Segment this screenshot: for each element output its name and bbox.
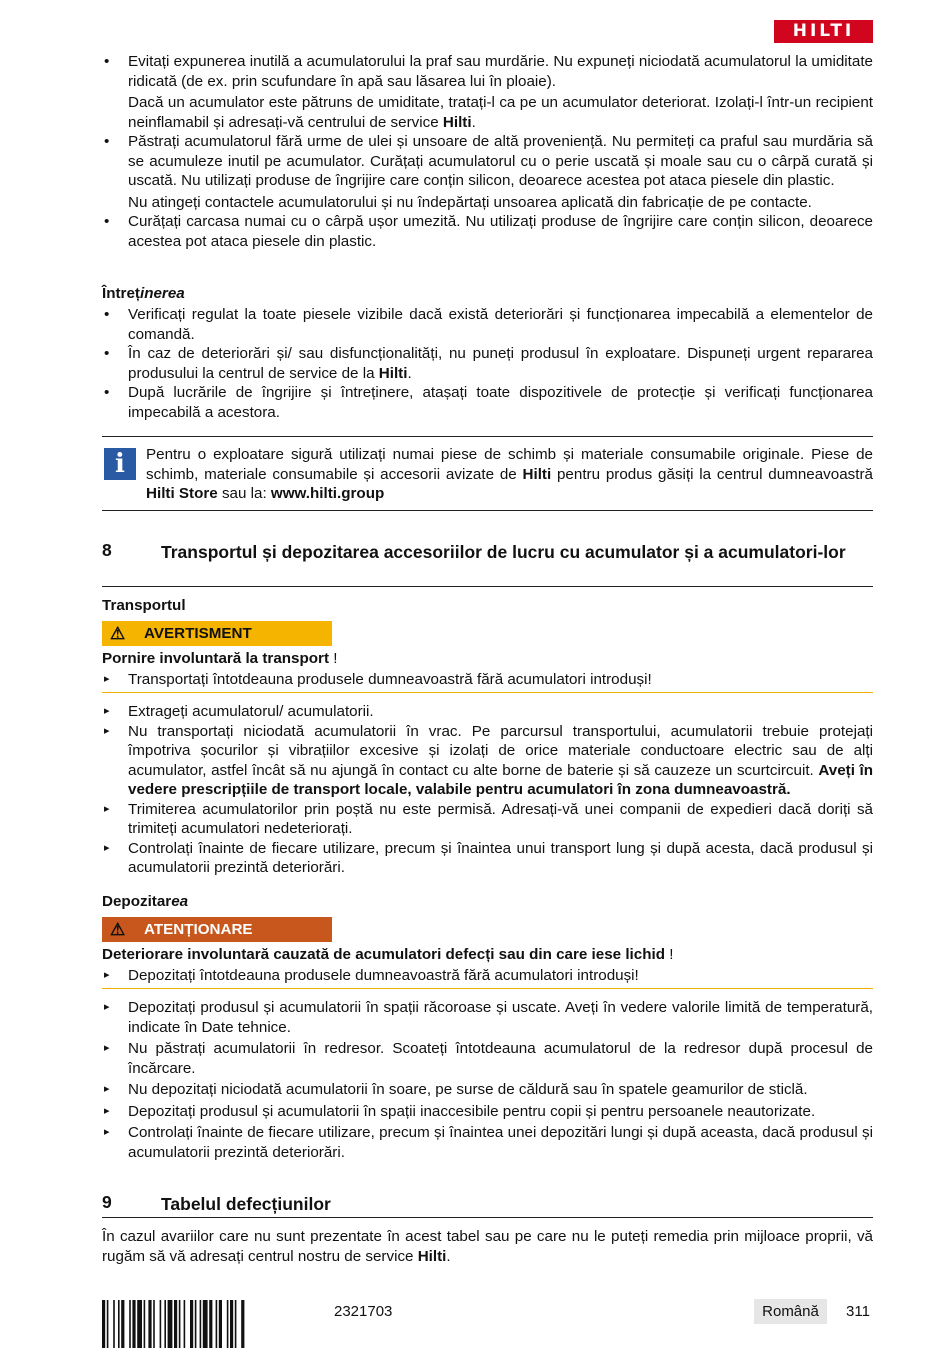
hazard-title: Pornire involuntară la transport ! xyxy=(102,650,338,667)
maintenance-list xyxy=(102,305,873,422)
list-item: ▸ Depozitați produsul și acumulatorii în spații inaccesibile pentru copii și pentru persoanele neautorizate. xyxy=(102,1102,873,1122)
barcode-bar xyxy=(121,1300,124,1348)
barcode-bar xyxy=(241,1300,244,1348)
info-icon: i xyxy=(104,448,136,480)
barcode-bar xyxy=(174,1300,177,1348)
list-item: ▸ Depozitați întotdeauna produsele dumneavoastră fără acumulatori introduși! xyxy=(102,966,873,986)
divider xyxy=(102,692,873,693)
list-item: ▸ Trimiterea acumulatorilor prin poștă nu este permisă. Adresați-vă unei companii de expedieri dacă doriți să trimiteți acumulatori nedeteriorați. xyxy=(102,800,873,839)
warning-banner: ⚠ AVERTISMENT xyxy=(102,621,332,646)
list-item: ▸ Nu păstrați acumulatorii în redresor. Scoateți întotdeauna acumulatorul de la redresor după procesul de încărcare. xyxy=(102,1039,873,1078)
list-item: ▸ Controlați înainte de fiecare utilizare, precum și înaintea unui transport lung și după acesta, dacă produsul și acumulatorii prezintă deteriorări. xyxy=(102,839,873,878)
divider xyxy=(102,1217,873,1218)
barcode-bar xyxy=(216,1300,218,1348)
hazard-list xyxy=(102,670,873,690)
warning-triangle-icon: ⚠ xyxy=(110,920,126,939)
barcode-bar xyxy=(168,1300,173,1348)
list-item: ▸ Depozitați produsul și acumulatorii în spații răcoroase și uscate. Aveți în vedere valorile limită de temperatură, indicate în Date tehnice. xyxy=(102,998,873,1037)
barcode-bar xyxy=(107,1300,109,1348)
caution-banner: ⚠ ATENȚIONARE xyxy=(102,917,332,942)
list-item: ▸ Nu depozitați niciodată acumulatorii în soare, pe surse de căldură sau în spatele geamurilor de sticlă. xyxy=(102,1080,873,1100)
barcode-bar xyxy=(209,1300,212,1348)
transport-list xyxy=(102,702,873,878)
language-badge: Română xyxy=(754,1299,827,1324)
section-number: 8 xyxy=(102,540,112,560)
list-item: ▸ Extrageți acumulatorul/ acumulatorii. xyxy=(102,702,873,722)
divider xyxy=(102,510,873,511)
section-title: Tabelul defecțiunilor xyxy=(161,1194,331,1214)
list-item: ▸ Controlați înainte de fiecare utilizare, precum și înaintea unei depozitări lungi și după aceasta, dacă produsul și acumulatorii prezintă deteriorări. xyxy=(102,1123,873,1162)
list-item: • Curățați carcasa numai cu o cârpă ușor umezită. Nu utilizați produse de îngrijire care conțin silicon, deoarece acestea pot ataca piesele din plastic. xyxy=(102,212,873,251)
page-number: 311 xyxy=(846,1303,870,1320)
barcode-bar xyxy=(219,1300,222,1348)
list-item: • Păstrați acumulatorul fără urme de ulei și unsoare de altă proveniență. Nu permiteți ca praful sau murdăria să se acumuleze inutil pe acumulator. Curățați acumulatorul cu o perie uscată și moale sau cu o cârpă curată și uscată. Nu utilizați produse de îngrijire care conțin silicon, deoarece acestea pot ataca piesele din plastic. Nu atingeți contactele acumulatorului și nu îndepărtați unsoarea aplicată din fabricație de pe contacte. xyxy=(102,132,873,212)
barcode-bar xyxy=(148,1300,151,1348)
barcode-bar xyxy=(195,1300,197,1348)
list-item: • Verificați regulat la toate piesele vizibile dacă există deteriorări și funcționarea impecabilă a elementelor de comandă. xyxy=(102,305,873,344)
maintenance-heading: Întreținerea xyxy=(102,285,185,302)
list-item: ▸ Nu transportați niciodată acumulatorii în vrac. Pe parcursul transportului, acumulatorii trebuie protejați împotriva șocurilor și vibrațiilor excesive și izolați de orice materiale conductoare electric sau de alți acumulator, astfel încât să nu ajungă în contact cu alte borne de baterie și să cauzeze un scurtcircuit. Aveți în vedere prescripțiile de transport locale, valabile pentru acumulatori în zona dumneavoastră. xyxy=(102,722,873,800)
list-item: ▸ Transportați întotdeauna produsele dumneavoastră fără acumulatori introduși! xyxy=(102,670,873,690)
barcode-bar xyxy=(118,1300,120,1348)
storage-list xyxy=(102,998,873,1162)
hilti-logo: HILTI xyxy=(774,20,873,43)
list-item: • După lucrările de îngrijire și întreținere, atașați toate dispozitivele de protecție și verificați funcționarea impecabilă a acestora. xyxy=(102,383,873,422)
barcode xyxy=(102,1300,318,1348)
barcode-bar xyxy=(230,1300,233,1348)
barcode-bar xyxy=(227,1300,229,1348)
warning-triangle-icon: ⚠ xyxy=(110,624,126,643)
list-item: • În caz de deteriorări și/ sau disfuncționalități, nu puneți produsul în exploatare. Dispuneți urgent repararea produsului la centrul de service de la Hilti. xyxy=(102,344,873,383)
care-list xyxy=(102,52,873,251)
list-item: • Evitați expunerea inutilă a acumulatorului la praf sau murdărie. Nu expuneți niciodată acumulatorul la umiditate ridicată (de ex. prin scufundare în apă sau lăsarea lui în ploaie). Dacă un acumulator este pătruns de umiditate, tratați-l ca pe un acumulator deteriorat. Izolați-l într-un recipient neinflamabil și adresați-vă centrului de service Hilti. xyxy=(102,52,873,132)
barcode-bar xyxy=(200,1300,202,1348)
section-number: 9 xyxy=(102,1192,112,1212)
barcode-bar xyxy=(113,1300,115,1348)
transport-heading: Transportul xyxy=(102,597,186,614)
barcode-bar xyxy=(144,1300,146,1348)
divider xyxy=(102,988,873,989)
barcode-bar xyxy=(203,1300,208,1348)
divider xyxy=(102,586,873,587)
barcode-bar xyxy=(132,1300,135,1348)
barcode-bar xyxy=(190,1300,193,1348)
hazard-title: Deteriorare involuntară cauzată de acumulatori defecți sau din care iese lichid ! xyxy=(102,946,674,963)
barcode-bar xyxy=(160,1300,162,1348)
hazard-list xyxy=(102,966,873,986)
document-code: 2321703 xyxy=(334,1303,393,1320)
barcode-bar xyxy=(184,1300,186,1348)
barcode-bar xyxy=(102,1300,105,1348)
barcode-bar xyxy=(235,1300,237,1348)
barcode-bar xyxy=(129,1300,131,1348)
info-note: Pentru o exploatare sigură utilizați numai piese de schimb și materiale consumabile originale. Piese de schimb, materiale consumabile și accesorii avizate de Hilti pentru produs găsiți la centrul dumneavoastră Hilti Store sau la: www.hilti.group xyxy=(146,446,873,502)
barcode-bar xyxy=(164,1300,166,1348)
section-body: În cazul avariilor care nu sunt prezentate în acest tabel sau pe care nu le puteți remedia prin mijloace proprii, vă rugăm să vă adresați centrul nostru de service Hilti. xyxy=(102,1228,873,1265)
divider xyxy=(102,436,873,437)
barcode-bar xyxy=(137,1300,142,1348)
barcode-bar xyxy=(153,1300,155,1348)
storage-heading: Depozitarea xyxy=(102,893,189,910)
section-title: Transportul și depozitarea accesoriilor de lucru cu acumulator și a acumulatori-lor xyxy=(161,542,846,562)
barcode-bar xyxy=(179,1300,181,1348)
